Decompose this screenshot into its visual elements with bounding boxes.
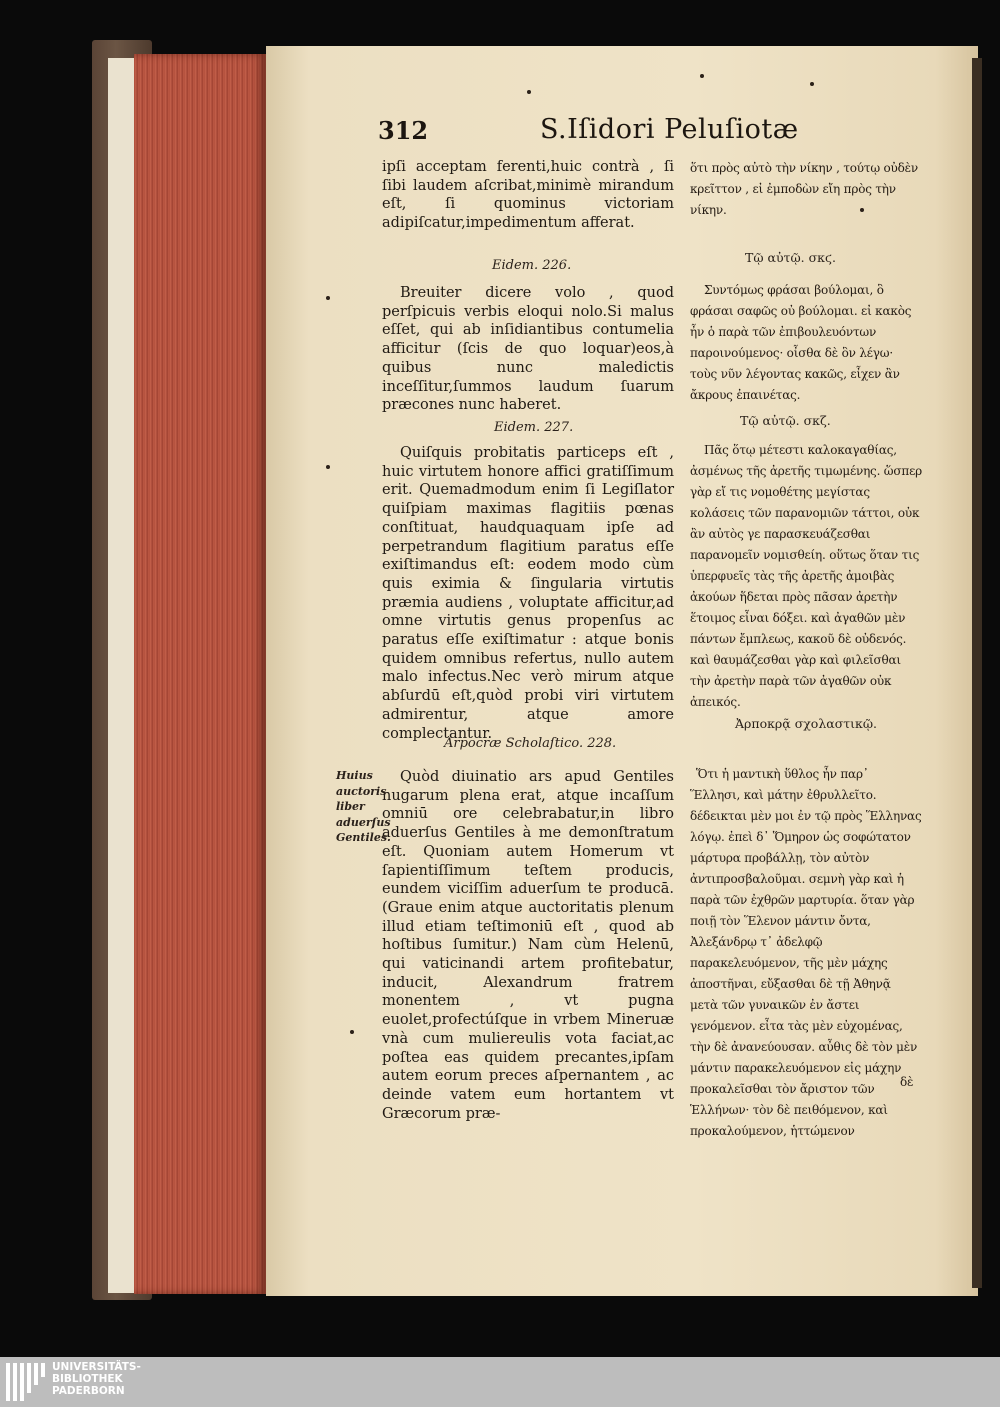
greek-block-1: ὅτι πρὸς αὐτὸ τὴν νίκην , τούτῳ οὐδὲν κρεῖττον , εἰ ἐμποδὼν εἴη πρὸς τὴν νίκην. <box>690 161 919 217</box>
latin-block-3: Quiſquis probitatis particeps eſt , huic virtutem honore affici gratiſſimum erit. Quemadmodum enim ſi Legiſlator quiſpiam maximas flagitiis pœnas conſtituat, haudquaquam ipſe ad perpetrandum flagitium paratus eſſe exiſtimandus eſt: eodem modo cùm quis eximia & ſingularia virtutis præmia audiens , voluptate afficitur,ad omne virtutis genus propenſus ac paratus eſſe exiſtimatur : atque bonis quidem omnibus refertus, nullo autem malo infectus.Nec verò mirum atque abſurdū eſt,quòd probi viri virtutem admirentur, atque amore complectantur. <box>382 445 674 742</box>
library-name-line-1: UNIVERSITÄTS- <box>52 1361 141 1373</box>
ink-speck <box>326 465 330 469</box>
ink-speck <box>527 90 531 94</box>
greek-block-4: Ὅτι ἡ μαντικὴ ὕθλος ἦν παρ᾽ Ἕλλησι, καὶ μάτην ἐθρυλλεῖτο. δέδεικται μὲν μοι ἐν τῷ πρὸς Ἕλληνας λόγῳ. ἐπεὶ δ᾽ Ὅμηρον ὡς σοφώτατον μάρτυρα προβάλλῃ, τὸν αὐτὸν ἀντιπροσβαλοῦμαι. σεμνὴ γὰρ καὶ ἡ παρὰ τῶν ἐχθρῶν μαρτυρία. ὅταν γὰρ ποιῇ τὸν Ἕλενον μάντιν ὄντα, Ἀλεξάνδρῳ τ᾽ ἀδελφῷ παρακελευόμενον, τῆς μὲν μάχης ἀποστῆναι, εὔξασθαι δὲ τῇ Ἀθηνᾷ μετὰ τῶν γυναικῶν ἐν ἄστει γενόμενον. εἶτα τὰς μὲν εὐχομένας, τὴν δὲ ἀνανεύουσαν. αὖθις δὲ τὸν μὲν μάντιν παρακελευόμενον εἰς μάχην προκαλεῖσθαι τὸν ἄριστον τῶν Ἑλλήνων· τὸν δὲ πειθόμενον, καὶ προκαλούμενον, ἡττώμενον <box>690 767 922 1138</box>
greek-block-2: Συντόμως φράσαι βούλομαι, ὃ φράσαι σαφῶς οὐ βούλομαι. εἰ κακὸς ἦν ὁ παρὰ τῶν ἐπιβουλευόντων παροινούμενος· οἶσθα δὲ ὃν λέγω· τοὺς νῦν λέγοντας κακῶς, εἶχεν ἂν ἄκρους ἐπαινέτας. <box>690 283 912 402</box>
catchword: δὲ <box>900 1075 914 1089</box>
greek-heading-226: Τῷ αὐτῷ. σκϛ. <box>745 250 836 265</box>
latin-heading-227: Eidem. 227. <box>494 420 574 435</box>
latin-block-2: Breuiter dicere volo , quod perſpicuis verbis eloqui nolo.Si malus eſſet, qui ab inſidiantibus contumelia afficitur (ſcis de quo loquar)eos,à quibus nunc maledictis inceſſitur,ſummos laudum ſuarum præcones nunc haberet. <box>382 285 674 414</box>
library-footer <box>0 1357 1000 1407</box>
greek-heading-227: Τῷ αὐτῷ. σκζ. <box>740 413 831 428</box>
library-name-line-3: PADERBORN <box>52 1385 125 1397</box>
greek-block-3: Πᾶς ὅτῳ μέτεστι καλοκαγαθίας, ἀσμένως τῆς ἀρετῆς τιμωμένης. ὥσπερ γὰρ εἴ τις νομοθέτης μεγίστας κολάσεις τῶν παρανομιῶν τάττοι, οὐκ ἂν αὐτὸς γε παρασκευάζεσθαι παρανομεῖν νομισθείη. οὕτως ὅταν τις ὑπερφυεῖς τὰς τῆς ἀρετῆς ἀμοιβὰς ἀκούων ἥδεται πρὸς πᾶσαν ἀρετὴν ἕτοιμος εἶναι δόξει. καὶ ἀγαθῶν μὲν πάντων ἔμπλεως, κακοῦ δὲ οὐδενός. καὶ θαυμάζεσθαι γὰρ καὶ φιλεῖσθαι τὴν ἀρετὴν παρὰ τῶν ἀγαθῶν οὐκ ἀπεικός. <box>690 443 922 709</box>
gutter-shadow <box>972 58 982 1288</box>
library-name-line-2: BIBLIOTHEK <box>52 1373 123 1385</box>
library-name <box>52 1361 141 1397</box>
latin-heading-226: Eidem. 226. <box>492 258 572 273</box>
margin-note: Huius auctoris liber aduerſus Gentiles. <box>336 769 391 844</box>
latin-heading-228: Arpocræ Scholaſtico. 228. <box>444 736 617 751</box>
greek-heading-228: Ἀρποκρᾷ σχολαστικῷ. <box>735 716 878 731</box>
running-head: S.Iſidori Peluſiotæ <box>540 114 799 145</box>
latin-block-1: ipſi acceptam ferenti,huic contrà , ſi ſibi laudem aſcribat,minimè mirandum eſt, ſi quominus victoriam adipiſcatur,impedimentum afferat. <box>382 159 674 232</box>
latin-block-4: Quòd diuinatio ars apud Gentiles nugarum plena erat, atque incaſſum omniū ore celebrabatur,in libro aduerſus Gentiles à me demonſtratum eſt. Quoniam autem Homerum vt ſapientiſſimum teſtem producis, eundem viciſſim aduerſum te producā. (Graue enim atque auctoritatis plenum illud etiam teſtimoniū eſt , quod ab hoſtibus ſumitur.) Nam cùm Helenū, qui vaticinandi artem profitebatur, inducit, Alexandrum fratrem monentem , vt pugna euolet,profectúſque in vrbem Mineruæ vnà cum muliereulis vota faciat,ac poſtea eas quidem precantes,ipſam autem eorum preces aſpernantem , ac deinde vatem eum hortantem vt Græcorum præ- <box>382 769 674 1122</box>
ink-speck <box>810 82 814 86</box>
library-logo-icon <box>6 1363 46 1401</box>
ink-speck <box>326 296 330 300</box>
ink-speck <box>350 1030 354 1034</box>
page-edges <box>134 54 266 1294</box>
ink-speck <box>700 74 704 78</box>
page-number: 312 <box>378 116 429 145</box>
